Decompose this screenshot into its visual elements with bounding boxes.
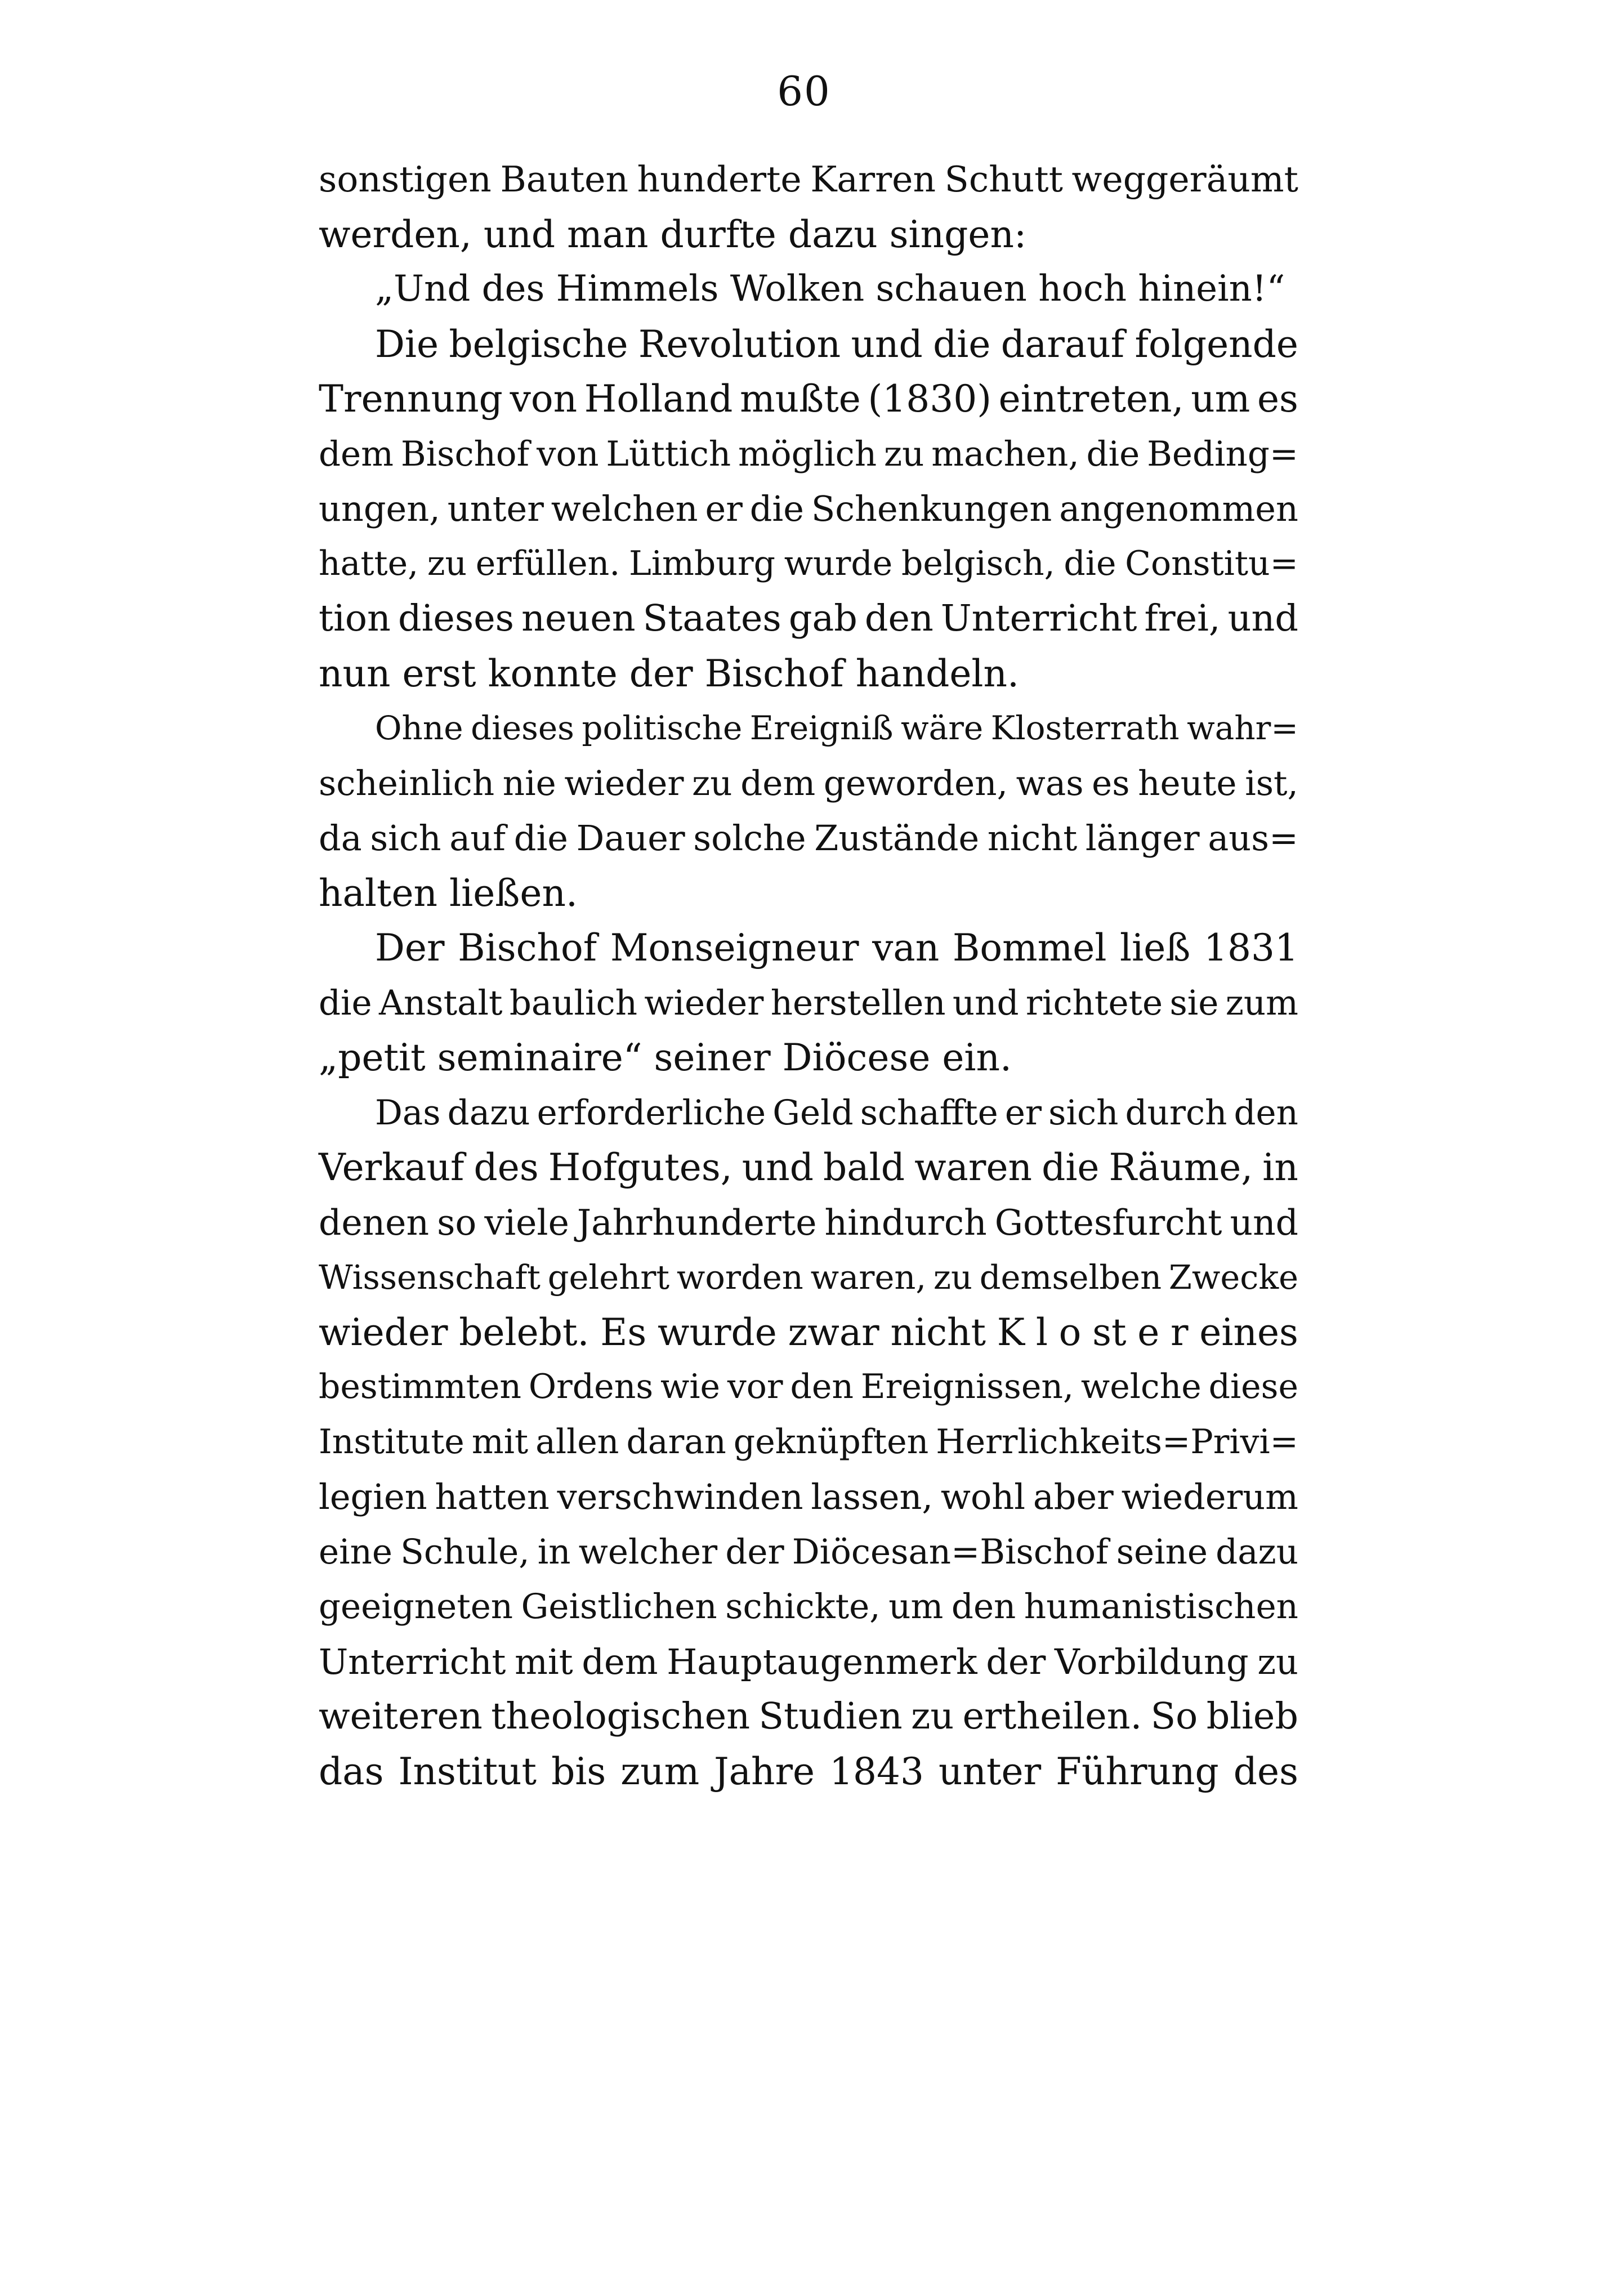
text-line [319,1086,1298,1141]
word: die [1042,1146,1100,1189]
word: tion [319,597,391,640]
word: geknüpften [733,1422,929,1462]
word: die [749,488,804,529]
word: mit [515,1641,573,1682]
word: aber [1033,1476,1114,1517]
word: viele [484,1201,569,1243]
body-text [319,152,1298,1799]
text-line [319,1140,1298,1195]
word: dem [740,763,816,803]
word: hindurch [824,1201,987,1243]
word: allen [535,1422,619,1462]
word: des [1233,1749,1298,1793]
word: Lüttich [606,434,731,474]
word: zu [427,543,467,583]
word: Anstalt [378,982,503,1023]
word: dieses [397,597,515,640]
word: lassen, [811,1476,933,1517]
text-line [319,701,1298,756]
word: unter [447,488,544,529]
word: verschwinden [557,1476,803,1517]
word: dazu [1216,1531,1298,1572]
word: worden [676,1258,803,1297]
word: Schenkungen [811,488,1052,529]
word: scheinlich [319,763,495,803]
word: Hofgutes, [548,1146,732,1189]
word: seine [1116,1531,1208,1572]
word: diese [1208,1367,1298,1406]
word: waren [914,1146,1033,1189]
word: zu [883,434,924,474]
word: sich [1048,1092,1119,1133]
word: Bauten [500,159,629,200]
word: schickte, [725,1587,881,1627]
word: bald [823,1146,905,1189]
word: Constitu= [1125,543,1298,583]
word: belebt. [459,1310,589,1354]
word: l [1035,1310,1048,1354]
word: um [1191,377,1250,421]
word: machen, [931,434,1079,474]
word: (1830) [868,377,991,421]
word: welchen [551,488,698,529]
word: und [851,322,923,366]
word: Bischof [458,926,597,970]
text-line [319,1525,1298,1580]
word: wurde [784,543,893,583]
word: Geistlichen [521,1587,717,1627]
word: Verkauf [319,1146,464,1189]
text-line: „petit seminaire“ seiner Diöcese ein. [319,1036,1012,1079]
word: hatten [435,1476,550,1517]
word: in [537,1531,571,1572]
word: darauf [1000,322,1125,366]
word: und [1227,597,1298,640]
word: eine [319,1531,392,1572]
word: Beding= [1147,434,1298,474]
word: ertheilen. [962,1695,1142,1737]
word: mit [471,1422,529,1462]
word: Es [600,1310,647,1354]
word: frei, [1144,597,1221,640]
word: des [474,1146,539,1189]
word: richtete [1025,982,1163,1023]
word: er [705,488,743,529]
word: aus= [1208,818,1298,859]
word: legien [319,1476,427,1517]
word: der [725,1531,784,1572]
word: da [319,818,362,859]
word: Räume, [1109,1146,1253,1189]
word: Hauptaugenmerk [667,1641,977,1682]
word: ließ [1120,926,1191,970]
word: wurde [657,1310,777,1354]
word: Ohne [375,709,463,747]
word: was [1016,763,1084,803]
word: zu [933,1258,972,1297]
word: wieder [644,982,764,1023]
word: vor [727,1367,783,1406]
word: eines [1199,1310,1298,1354]
word: Das [375,1092,441,1133]
word: belgisch, [901,543,1055,583]
text-line [319,1250,1298,1305]
word: auf [449,818,506,859]
word: wohl [940,1476,1026,1517]
text-line [319,1469,1298,1525]
word: sonstigen [319,159,492,200]
word: unter [939,1749,1042,1793]
text-line: „Und des Himmels Wolken schauen hoch hinein!“ [375,268,1285,310]
word: zum [1225,982,1298,1023]
word: hunderte [637,159,802,200]
word: nie [502,763,556,803]
word: von [510,377,578,421]
word: zum [620,1749,700,1793]
word: folgende [1134,322,1298,366]
word: welche [1080,1367,1201,1406]
word: baulich [509,982,637,1023]
text-line: halten ließen. [319,871,578,915]
text-line [319,372,1298,427]
word: Limburg [629,543,776,583]
word: Institut [398,1749,537,1793]
word: Ordens [528,1367,654,1406]
text-line [319,1195,1298,1250]
word: daran [626,1422,726,1462]
word: herstellen [770,982,946,1023]
word: von [537,434,599,474]
text-line [319,591,1298,646]
word: Geld [772,1092,854,1133]
word: weggeräumt [1071,159,1298,200]
word: r [1171,1310,1189,1354]
text-line [319,1634,1298,1690]
word: dem [319,434,394,474]
word: sie [1169,982,1219,1023]
word: Schutt [944,159,1063,200]
word: ungen, [319,488,440,529]
word: Bommel [952,926,1107,970]
word: dieses [471,709,574,747]
text-line [319,427,1298,482]
word: blieb [1206,1695,1298,1737]
word: wiederum [1121,1476,1298,1517]
word: gelehrt [547,1258,670,1297]
word: Der [375,926,445,970]
word: zu [1257,1641,1298,1682]
word: und [1230,1201,1298,1243]
word: gab [788,597,857,640]
word: den [951,1587,1016,1627]
word: wäre [900,709,984,747]
word: erfüllen. [475,543,620,583]
word: Zustände [814,818,980,859]
word: So [1150,1695,1198,1737]
word: 1843 [829,1749,924,1793]
word: Unterricht [319,1641,506,1682]
word: möglich [738,434,877,474]
word: Bischof [400,434,530,474]
word: geeigneten [319,1587,513,1627]
word: Unterricht [940,597,1137,640]
word: bestimmten [319,1367,522,1406]
text-line [319,317,1298,372]
word: Trennung [319,377,503,421]
word: Staates [642,597,781,640]
word: den [864,597,933,640]
word: humanistischen [1024,1587,1298,1627]
word: Institute [319,1422,464,1462]
word: e [1137,1310,1160,1354]
word: theologischen [491,1695,751,1737]
word: die [1086,434,1140,474]
word: Holland [584,377,733,421]
word: K [997,1310,1025,1354]
text-line [319,921,1298,976]
word: neuen [521,597,636,640]
word: Wissenschaft [319,1258,541,1297]
word: st [1092,1310,1127,1354]
word: wahr= [1187,709,1298,747]
word: die [513,818,568,859]
word: es [1257,377,1298,421]
word: dazu [447,1092,530,1133]
word: der [986,1641,1046,1682]
word: belgische [449,322,628,366]
text-line [319,976,1298,1031]
word: Zwecke [1168,1258,1298,1297]
word: ist, [1245,763,1298,803]
word: zu [692,763,732,803]
word: erforderliche [537,1092,766,1133]
word: Jahrhunderte [577,1201,817,1243]
word: demselben [979,1258,1162,1297]
word: eintreten, [998,377,1184,421]
word: geworden, [823,763,1008,803]
word: waren, [810,1258,927,1297]
word: welcher [578,1531,718,1572]
word: Schule, [400,1531,530,1572]
word: das [319,1749,384,1793]
word: Ereigniß [749,709,894,747]
word: mußte [740,377,861,421]
word: solche [693,818,806,859]
word: Dauer [576,818,685,859]
text-line [319,1689,1298,1744]
page-number: 60 [777,68,831,115]
word: angenommen [1059,488,1298,529]
text-line [319,537,1298,592]
word: Klosterrath [990,709,1180,747]
word: wieder [564,763,684,803]
word: denen [319,1201,430,1243]
word: Studien [758,1695,903,1737]
word: heute [1138,763,1237,803]
word: um [888,1587,944,1627]
text-line: nun erst konnte der Bischof handeln. [319,651,1019,695]
word: durch [1125,1092,1227,1133]
word: so [437,1201,477,1243]
word: sich [370,818,441,859]
text-line [319,1305,1298,1360]
word: in [1262,1146,1298,1189]
word: es [1092,763,1130,803]
word: den [790,1367,854,1406]
word: die [933,322,991,366]
word: o [1058,1310,1082,1354]
text-line [319,481,1298,537]
text-line [319,152,1298,207]
word: Jahre [714,1749,815,1793]
word: schaffte [860,1092,998,1133]
word: Die [375,322,439,366]
word: nicht [987,818,1078,859]
word: Diöcesan=Bischof [792,1531,1109,1572]
word: wie [660,1367,721,1406]
word: Ereignissen, [860,1367,1074,1406]
word: Karren [810,159,936,200]
word: die [1064,543,1116,583]
word: politische [582,709,743,747]
text-line: werden, und man durfte dazu singen: [319,212,1027,256]
word: weiteren [319,1695,483,1737]
word: van [872,926,940,970]
text-line [319,811,1298,866]
word: bis [551,1749,606,1793]
word: nicht [890,1310,986,1354]
word: wieder [319,1310,448,1354]
text-line [319,1579,1298,1634]
word: Revolution [638,322,841,366]
text-line [319,756,1298,811]
word: die [319,982,372,1023]
word: und [952,982,1019,1023]
text-line [319,1360,1298,1415]
word: Vorbildung [1055,1641,1249,1682]
word: Gottesfurcht [994,1201,1222,1243]
word: dem [582,1641,658,1682]
word: zwar [788,1310,879,1354]
word: hatte, [319,543,419,583]
word: er [1004,1092,1042,1133]
word: zu [911,1695,954,1737]
text-line [319,1415,1298,1470]
word: den [1234,1092,1298,1133]
text-line [319,1744,1298,1799]
word: länger [1085,818,1200,859]
word: und [742,1146,814,1189]
word: Monseigneur [610,926,859,970]
word: Führung [1056,1749,1219,1793]
word: Herrlichkeits=Privi= [936,1422,1298,1462]
word: 1831 [1203,926,1298,970]
